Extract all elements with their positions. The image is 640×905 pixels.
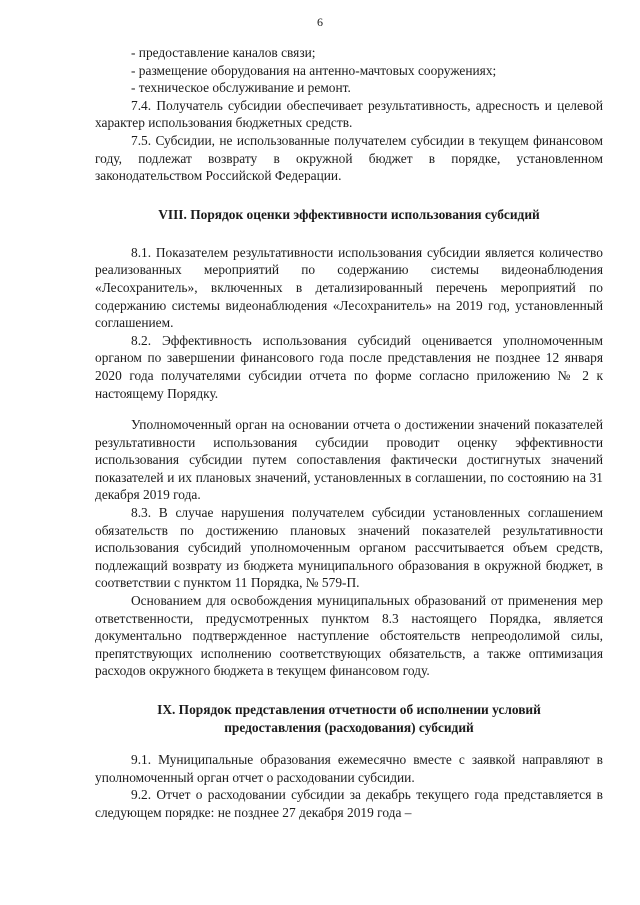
paragraph-7-4: 7.4. Получатель субсидии обеспечивает результативность, адресность и целевой характер использования бюджетных средств.: [95, 97, 603, 131]
paragraph-gap: [95, 402, 603, 416]
paragraph-8-2-continued: Уполномоченный орган на основании отчета о достижении значений показателей результативности использования субсидии проводит оценку эффективности использования субсидии путем сопоставления фактически достигнутых значений показателей и их плановых значений, установленных в соглашении, по состоянию на 31 декабря 2019 года.: [95, 417, 603, 503]
page-number: 6: [317, 15, 323, 29]
paragraph-8-3: 8.3. В случае нарушения получателем субсидии установленных соглашением обязательств по достижению плановых значений показателей результативности использования субсидий уполномоченным органом рассчитывается объем средств, подлежащий возврату из бюджета муниципального образования в окружной бюджет, в соответствии с пунктом 11 Порядка, № 579-П.: [95, 505, 603, 591]
section-9-heading: [95, 701, 603, 737]
list-item: - техническое обслуживание и ремонт.: [131, 80, 351, 96]
paragraph-8-3-continued: Основанием для освобождения муниципальных образований от применения мер ответственности, предусмотренных пунктом 8.3 настоящего Порядка, является документально подтвержденное наступление обстоятельств непреодолимой силы, препятствующих исполнению соответствующих обязательств, а также оптимизация расходов окружного бюджета в текущем финансовом году.: [95, 593, 603, 679]
paragraph-8-1: 8.1. Показателем результативности использования субсидии является количество реализованных мероприятий по содержанию системы видеонаблюдения «Лесохранитель», включенных в детализированный перечень мероприятий по содержанию системы видеонаблюдения «Лесохранитель» на 2019 год, установленный соглашением.: [95, 244, 603, 331]
section-9-heading-line1: IX. Порядок представления отчетности об исполнении условий: [157, 702, 541, 717]
paragraph-8-2: 8.2. Эффективность использования субсидий оценивается уполномоченным органом по завершении финансового года после представления не позднее 12 января 2020 года получателями субсидии отчета по форме согласно приложению № 2 к настоящему Порядку.: [95, 332, 603, 401]
section-9-heading-line2: предоставления (расходования) субсидий: [224, 720, 474, 735]
document-body: [95, 44, 603, 821]
paragraph-9-2: 9.2. Отчет о расходовании субсидии за декабрь текущего года представляется в следующем порядке: не позднее 27 декабря 2019 года –: [95, 787, 603, 820]
list-item: - размещение оборудования на антенно-мачтовых сооружениях;: [131, 62, 497, 78]
list-item: - предоставление каналов связи;: [131, 45, 316, 60]
section-8-heading: VIII. Порядок оценки эффективности использования субсидий: [158, 206, 540, 222]
paragraph-9-1: 9.1. Муниципальные образования ежемесячно вместе с заявкой направляют в уполномоченный орган отчет о расходовании субсидии.: [95, 752, 603, 785]
paragraph-7-5: 7.5. Субсидии, не использованные получателем субсидии в текущем финансовом году, подлежат возврату в окружной бюджет в порядке, установленном законодательством Российской Федерации.: [95, 132, 603, 184]
